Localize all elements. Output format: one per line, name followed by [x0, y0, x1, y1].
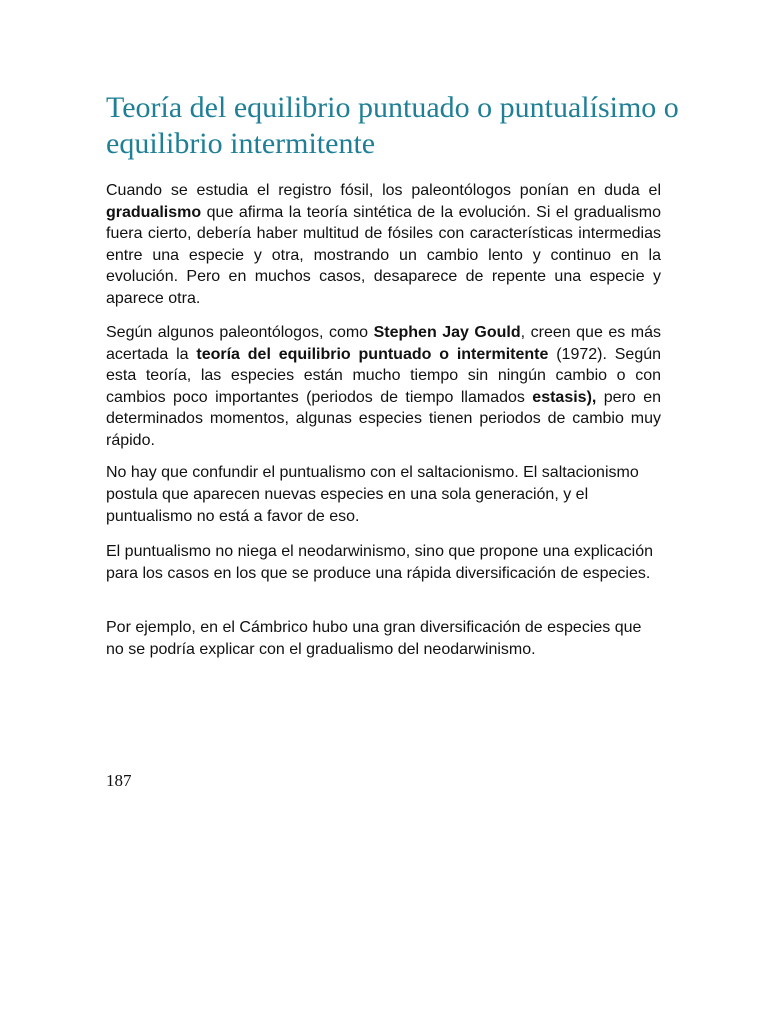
bold-term-gould: Stephen Jay Gould	[373, 324, 521, 341]
paragraph-neodarwinismo: El puntualismo no niega el neodarwinismo, sino que propone una explicación para los casos en los que se produce una rápida diversificación de especies.	[106, 543, 654, 582]
bold-term-teoria: teoría del equilibrio puntuado o intermitente	[196, 345, 549, 363]
section-title: Teoría del equilibrio puntuado o puntualísimo o equilibrio intermitente	[106, 91, 679, 160]
paragraph-text: Cuando se estudia el registro fósil, los paleontólogos ponían en duda el	[106, 182, 661, 199]
paragraph-gould	[106, 322, 661, 451]
bold-term-estasis: estasis),	[532, 388, 597, 406]
paragraph-saltacionismo: No hay que confundir el puntualismo con el saltacionismo. El saltacionismo postula que aparecen nuevas especies en una sola generación, y el puntualismo no está a favor de eso.	[106, 464, 639, 525]
bold-term-gradualismo: gradualismo	[106, 203, 202, 221]
paragraph-text: (1972). Según esta teoría, las especies están mucho tiempo sin ningún cambio o con cambios poco importantes (periodos de tiempo llamados	[106, 345, 662, 406]
paragraph-cambrico: Por ejemplo, en el Cámbrico hubo una gran diversificación de especies que no se podría explicar con el gradualismo del neodarwinismo.	[106, 619, 642, 658]
paragraph-text: que afirma la teoría sintética de la evolución. Si el gradualismo fuera cierto, debería haber multitud de fósiles con características intermedias entre una especie y otra, mostrando un cambio lento y continuo en la evolución. Pero en muchos casos, desaparece de repente una especie y aparece otra.	[106, 203, 661, 307]
paragraph-text: pero en determinados momentos, algunas especies tienen periodos de cambio muy rápido.	[106, 388, 661, 449]
paragraph-text: , creen que es más acertada la	[106, 324, 662, 363]
paragraph-text: Según algunos paleontólogos, como	[106, 324, 374, 341]
paragraph-gradualism	[106, 180, 661, 309]
page-number: 187	[106, 771, 132, 790]
